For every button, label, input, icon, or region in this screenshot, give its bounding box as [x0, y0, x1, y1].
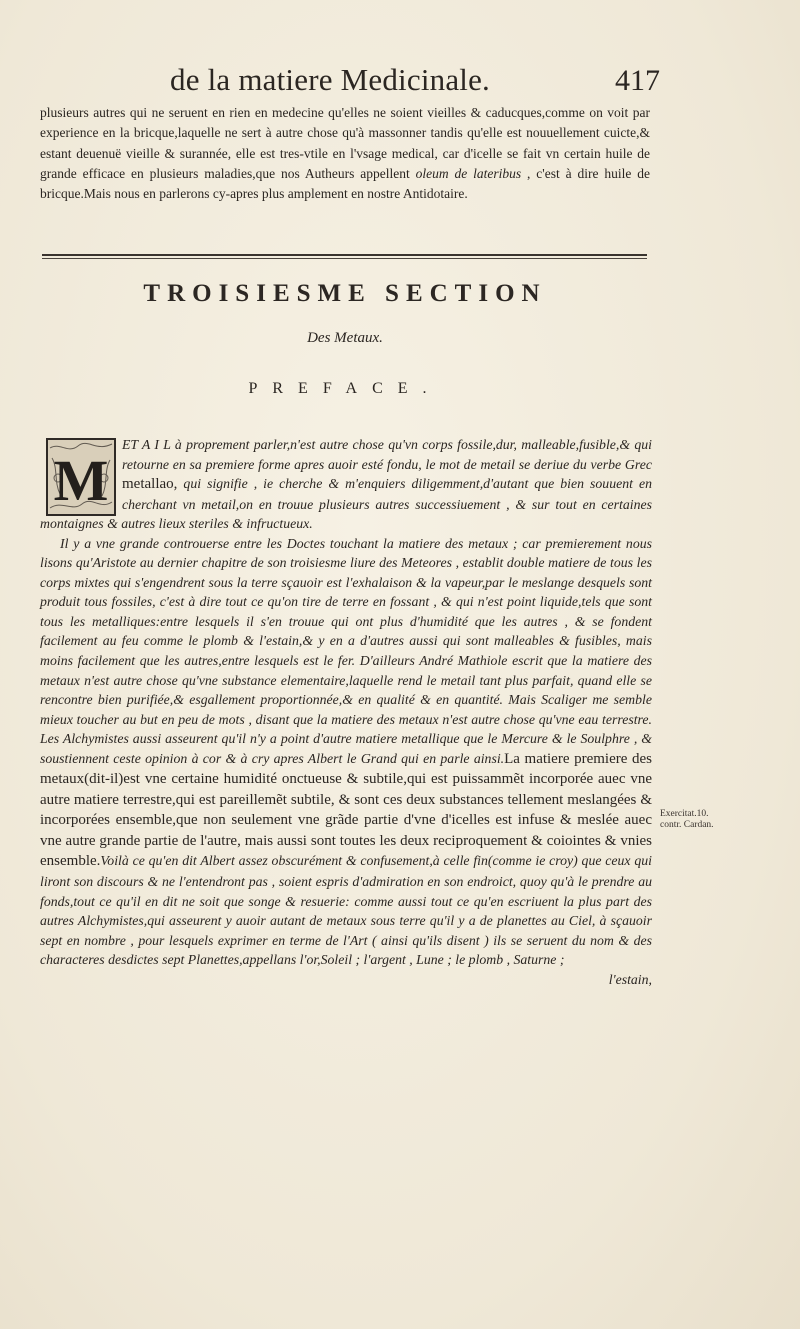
margin-note-line-2: contr. Cardan.	[660, 820, 714, 830]
section-subtitle: Des Metaux.	[307, 330, 383, 346]
paragraph2-text-italic: Il y a vne grande controuerse entre les Doctes touchant la matiere des metaux ; car premierement nous lisons qu'Aristote au dernier chapitre de son troisiesme liure des Meteores , establit double matiere de tous les corps mixtes qui s'engendrent sous la terre sçauoir est l'exhalaison & la vapeur,par le meslange desquels sont produit tous fossiles, c'est à dire tout ce qu'on tire de terre en fossant , & qui n'est point liquide,tels que sont tous les metalliques:entre lesquels il s'en trouue qui ont plus d'humidité que les autres , & se fondent facilement au feu comme le plomb & l'estain,& y en a d'autres aussi qui sont malleables & fusibles, mais moins facilement que les autres,entre lesquels est le fer. D'ailleurs André Mathiole escrit que la matiere des metaux n'est autre chose qu'vne substance elementaire,laquelle rend le metail tant plus parfait, quand elle se rencontre bien purifiée,& esgallement proportionnée,& en qualité & en quantité. Mais Scaliger me semble mieux toucher au but en peu de mots , disant que la matiere des metaux n'est autre chose qu'vne eau terrestre. Les Alchymistes aussi asseurent qu'il n'y a point d'autre matiere metallique que le Mercure & le Soulphre , & soustiennent ceste opinion à cor & à cry apres Albert le Grand qui en parle ainsi.	[40, 535, 652, 766]
latin-term: oleum de lateribus	[415, 165, 522, 181]
margin-note-line-1: Exercitat.10.	[660, 809, 709, 819]
running-title: de la matiere Medicinale.	[170, 62, 491, 97]
paragraph1-text-2: qui signifie , ie cherche & m'enquiers diligemment,d'autant que bien souuent en cherchant vn metail,on en trouue plusieurs autres successiuement , & sur tout en certaines montaignes & autres lieux steriles & infructueux.	[40, 476, 652, 532]
catchword	[40, 970, 652, 990]
paragraph2-text-end: Voilà ce qu'en dit Albert assez obscurément & confusement,à celle fin(comme ie croy) que ceux qui liront son discours & ne l'entendront pas , soient espris d'admiration en son endroict, quoy qu'à le prendre au fonds,tout ce qu'il en dit ne soit que songe & resuerie: comme aussi tout ce qu'en escriuent la plus part des autres Alchymistes,qui asseurent y auoir autant de metaux sous terre qu'il y a de planettes au Ciel, à sçauoir sept en nombre , pour lesquels exprimer en terme de l'Art ( ainsi qu'ils disent ) ils se seruent du nom & des characteres desdictes sept Planettes,appellans l'or,Soleil ; l'argent , Lune ; le plomb , Saturne ;	[40, 853, 652, 968]
intro-text-before: plusieurs autres qui ne seruent en rien en medecine qu'elles ne soient vieilles & caducques,comme on voit par experience en la bricque,laquelle ne sert à autre chose qu'à massonner tandis qu'elle est nouuellement cuicte,& estant deuenuë vieille & surannée, elle est tres-vtile en l'vsage medical, car d'icelle se fait vn certain huile de grande efficace en plusieurs maladies,que nos Autheurs appellent	[40, 105, 650, 181]
preface-heading: PREFACE.	[248, 380, 442, 397]
preface-body	[40, 435, 652, 989]
greek-word: metallao,	[122, 476, 178, 493]
margin-note	[660, 809, 760, 831]
preface-paragraph-1	[40, 435, 652, 534]
intro-text-after: , c'est à dire huile de bricque.Mais nous en parlerons cy-apres plus amplement en nostre Antidotaire.	[40, 165, 650, 202]
page-header	[170, 62, 660, 102]
albert-quotation: La matiere premiere des metaux(dit-il)est vne certaine humidité onctueuse & subtile,qui est puissammẽt incorporée auec vne autre matiere terrestre,qui est pareillemẽt subtile, & sont ces deux substances tellement meslangées & incorporées ensemble,que non seulement vne grãde partie d'vne d'icelles est infuse & meslée auec vne autre grande partie de l'autre, mais aussi sont toutes les deux reciproquement & coiointes & vnies ensemble.	[40, 750, 652, 870]
section-title: TROISIESME SECTION	[143, 280, 547, 307]
ornamental-rule	[42, 254, 647, 256]
catchword-text: l'estain,	[608, 971, 652, 987]
page-number: 417	[615, 64, 660, 97]
intro-paragraph	[40, 103, 650, 204]
ornamental-rule-thin	[42, 258, 647, 259]
drop-cap-letter: M	[53, 448, 109, 513]
preface-paragraph-2	[40, 534, 652, 970]
paragraph1-text-1: ET A I L à proprement parler,n'est autre chose qu'vn corps fossile,dur, malleable,fusible,& qui retourne en sa premiere forme apres auoir esté fondu, le mot de metail se deriue du verbe Grec	[122, 437, 652, 472]
